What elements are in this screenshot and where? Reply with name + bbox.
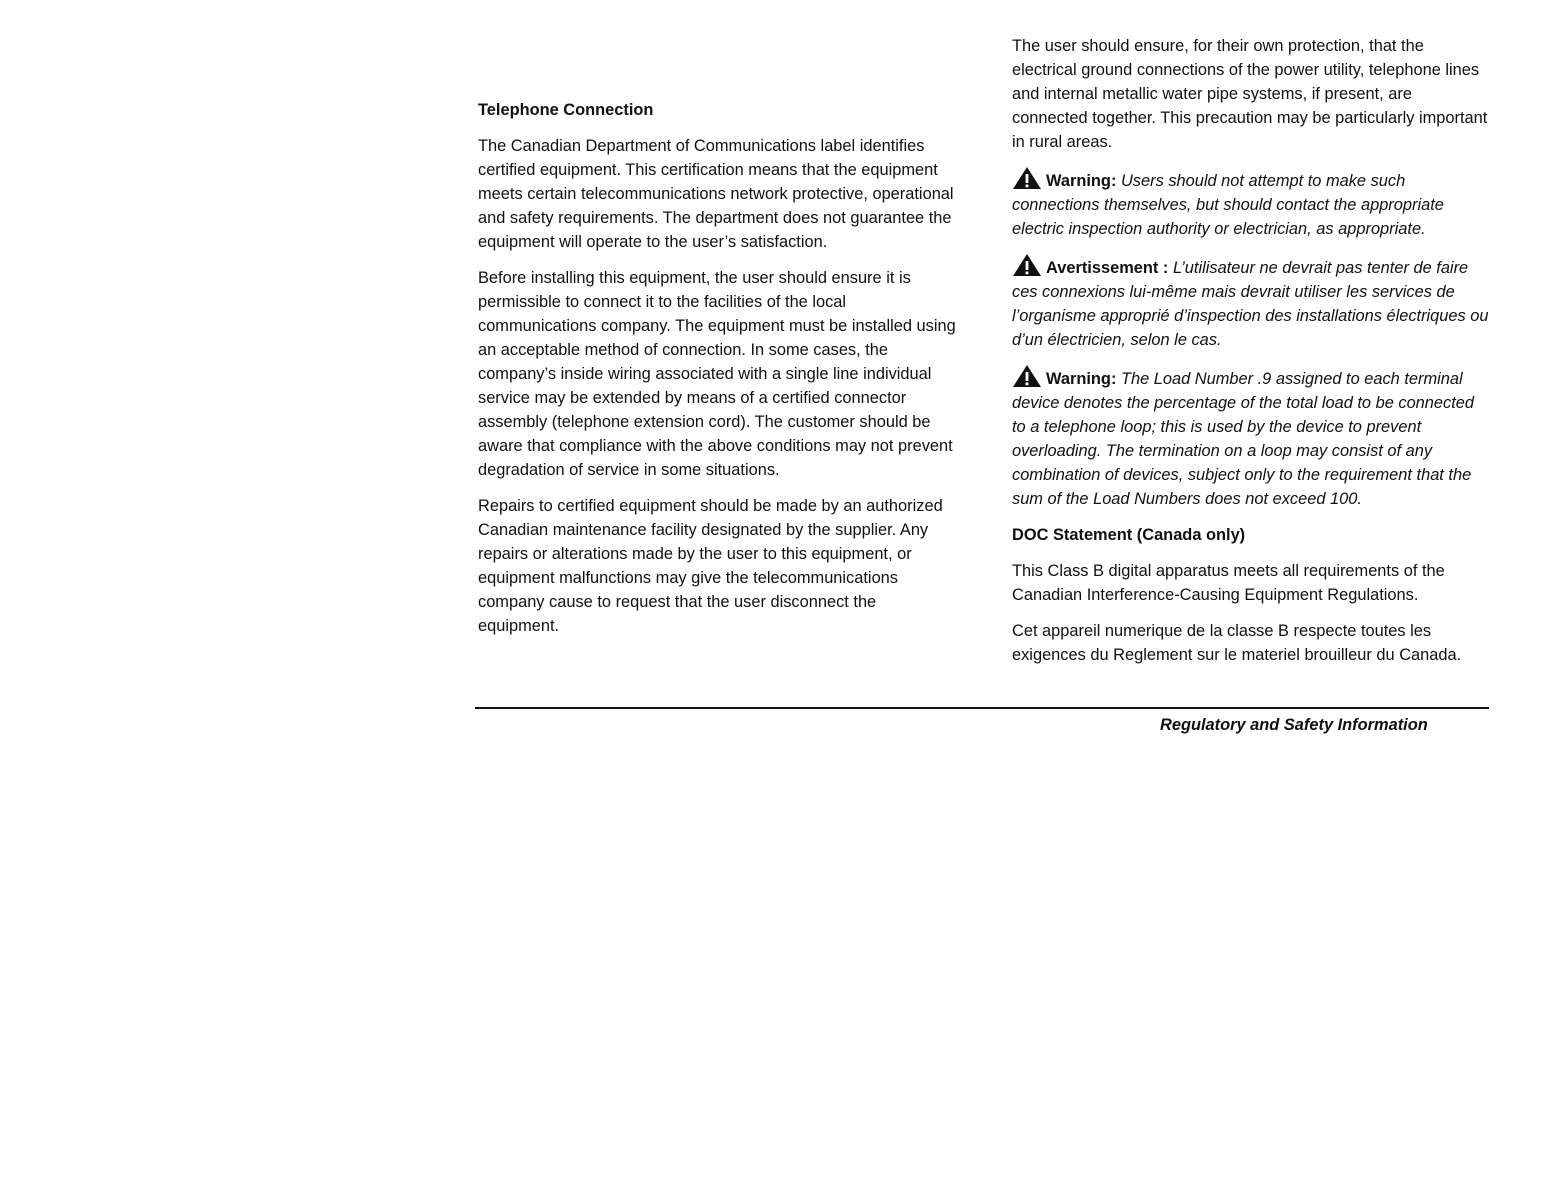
right-column: [1012, 34, 1490, 679]
paragraph-repairs: Repairs to certified equipment should be made by an authorized Canadian maintenance facility designated by the supplier. Any repairs or alterations made by the user to this equipment, or equipment malfunctions may give the telecommunications company cause to request that the user disconnect the equipment.: [478, 497, 943, 635]
warning-label: Avertissement :: [1046, 259, 1169, 277]
warning-label: Warning:: [1046, 172, 1117, 190]
warning-text: The Load Number .9 assigned to each terminal device denotes the percentage of the total load to be connected to a telephone loop; this is used by the device to prevent overloading. The termination on a loop may consist of any combination of devices, subject only to the requirement that the sum of the Load Numbers does not exceed 100.: [1012, 370, 1475, 508]
section-heading-telephone-connection: Telephone Connection: [478, 101, 654, 119]
paragraph-class-b-french: Cet appareil numerique de la classe B respecte toutes les exigences du Reglement sur le materiel brouilleur du Canada.: [1012, 622, 1462, 664]
paragraph-class-b-english: This Class B digital apparatus meets all requirements of the Canadian Interference-Causing Equipment Regulations.: [1012, 562, 1445, 604]
warning-block-load-number: [1012, 364, 1490, 511]
paragraph-ground-connections: The user should ensure, for their own protection, that the electrical ground connections of the power utility, telephone lines and internal metallic water pipe systems, if present, are connected together. This precaution may be particularly important in rural areas.: [1012, 37, 1488, 151]
paragraph-certification: The Canadian Department of Communications label identifies certified equipment. This certification means that the equipment meets certain telecommunications network protective, operational and safety requirements. The department does not guarantee the equipment will operate to the user’s satisfaction.: [478, 137, 954, 251]
warning-text: Users should not attempt to make such connections themselves, but should contact the appropriate electric inspection authority or electrician, as appropriate.: [1012, 172, 1444, 238]
paragraph-installation: Before installing this equipment, the user should ensure it is permissible to connect it to the facilities of the local communications company. The equipment must be installed using an acceptable method of connection. In some cases, the company’s inside wiring associated with a single line individual service may be extended by means of a certified connector assembly (telephone extension cord). The customer should be aware that compliance with the above conditions may not prevent degradation of service in some situations.: [478, 269, 956, 479]
left-column: [478, 98, 956, 650]
warning-triangle-icon: [1012, 166, 1042, 190]
warning-text: L’utilisateur ne devrait pas tenter de faire ces connexions lui-même mais devrait utiliser les services de l’organisme approprié d’inspection des installations électriques ou d’un électricien, selon le cas.: [1012, 259, 1489, 349]
footer-section-title: Regulatory and Safety Information: [1160, 716, 1428, 734]
warning-label: Warning:: [1046, 370, 1117, 388]
warning-block-connections: [1012, 166, 1490, 241]
warning-triangle-icon: [1012, 364, 1042, 388]
footer-divider: [475, 707, 1489, 709]
section-heading-doc-statement: DOC Statement (Canada only): [1012, 526, 1246, 544]
warning-block-avertissement: [1012, 253, 1490, 352]
warning-triangle-icon: [1012, 253, 1042, 277]
